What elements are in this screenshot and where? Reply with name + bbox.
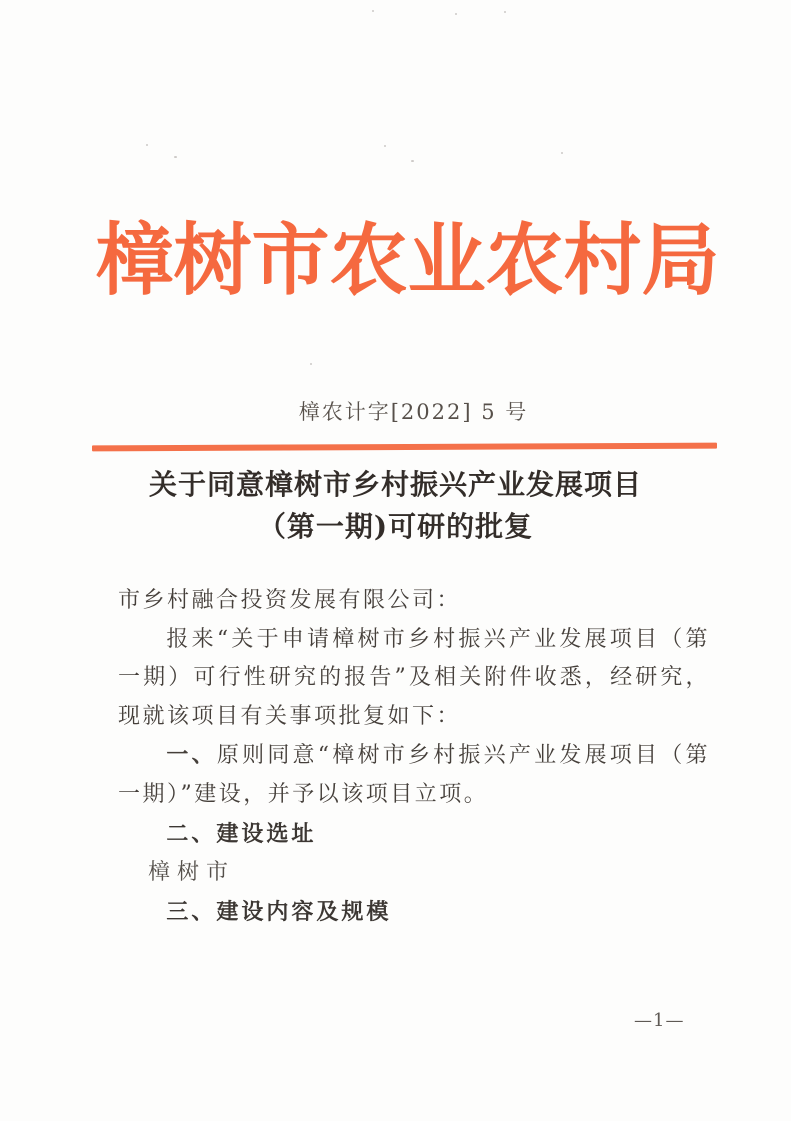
document-title [0,464,791,548]
scan-speck [310,363,312,365]
document-reference-number: 樟农计字[2022] 5 号 [298,400,529,424]
scan-speck [455,13,457,15]
body-paragraph-1: 报来“关于申请樟树市乡村振兴产业发展项目（第一期）可行性研究的报告”及相关附件收悉，经研究，现就该项目有关事项批复如下： [118,626,710,729]
scan-speck [372,10,374,12]
scan-speck [384,145,386,147]
scan-speck [561,152,563,154]
section-heading-3: 三、建设内容及规模 [166,899,392,925]
scan-speck [504,11,506,13]
body-item-1-number: 一、 [166,742,217,769]
section-heading-2: 二、建设选址 [166,821,317,847]
letterhead-divider-line [92,443,717,452]
body-item-1-text: 原则同意“樟树市乡村振兴产业发展项目（第一期）”建设，并予以该项目立项。 [118,743,710,807]
agency-letterhead-title: 樟树市农业农村局 [95,215,720,306]
document-title-line1: 关于同意樟树市乡村振兴产业发展项目 [148,468,642,501]
scan-speck [174,156,177,158]
document-title-line2: （第一期)可研的批复 [257,510,534,543]
salutation-line: 市乡村融合投资发展有限公司： [118,588,462,613]
scan-speck [411,160,414,162]
construction-location: 樟树市 [148,860,236,886]
scan-speck [146,144,148,146]
document-body [118,582,710,932]
page-number: —1— [634,1010,685,1031]
body-item-1 [118,736,710,814]
